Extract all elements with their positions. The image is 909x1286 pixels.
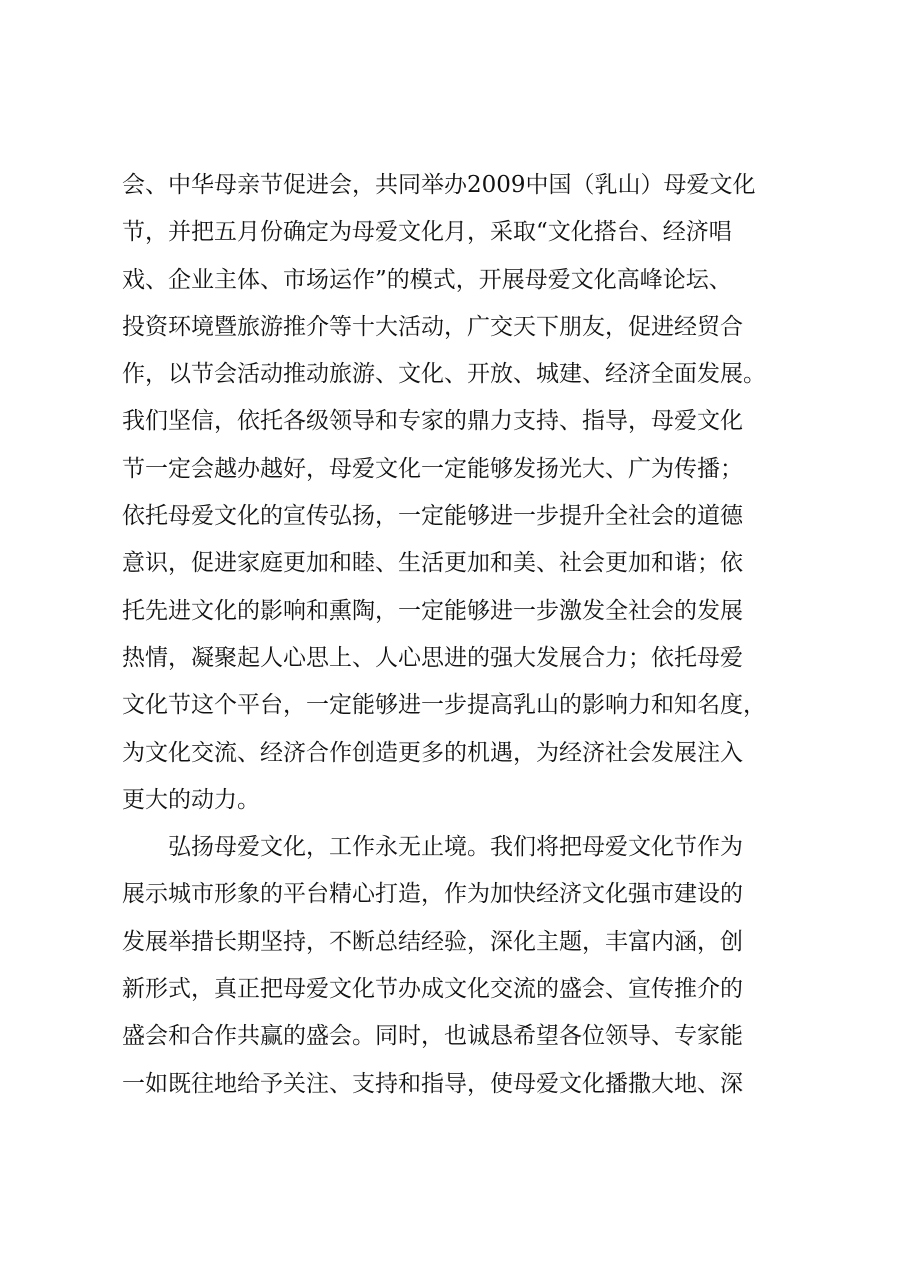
- text-line: 为文化交流、经济合作创造更多的机遇，为经济社会发展注入: [122, 739, 743, 766]
- text-line: 作，以节会活动推动旅游、文化、开放、城建、经济全面发展。: [122, 361, 766, 388]
- text-line: 会、中华母亲节促进会，共同举办2009中国（乳山）母爱文化: [122, 172, 756, 198]
- text-line: 我们坚信，依托各级领导和专家的鼎力支持、指导，母爱文化: [122, 408, 743, 435]
- text-line: 一如既往地给予关注、支持和指导，使母爱文化播撒大地、深: [122, 1070, 743, 1097]
- text-line: 弘扬母爱文化，工作永无止境。我们将把母爱文化节作为: [168, 834, 743, 861]
- text-line: 更大的动力。: [122, 786, 260, 813]
- text-line: 托先进文化的影响和熏陶，一定能够进一步激发全社会的发展: [122, 597, 743, 624]
- text-line: 展示城市形象的平台精心打造，作为加快经济文化强市建设的: [122, 881, 743, 908]
- text-line: 戏、企业主体、市场运作”的模式，开展母爱文化高峰论坛、: [122, 266, 732, 293]
- text-line: 盛会和合作共赢的盛会。同时，也诚恳希望各位领导、专家能: [122, 1023, 743, 1050]
- text-line: 新形式，真正把母爱文化节办成文化交流的盛会、宣传推介的: [122, 976, 743, 1003]
- body-text: [122, 162, 802, 1108]
- text-line: 依托母爱文化的宣传弘扬，一定能够进一步提升全社会的道德: [122, 503, 743, 530]
- text-line: 投资环境暨旅游推介等十大活动，广交天下朋友，促进经贸合: [122, 313, 743, 340]
- text-line: 意识，促进家庭更加和睦、生活更加和美、社会更加和谐；依: [122, 550, 743, 577]
- paragraph-1: [122, 162, 802, 824]
- text-line: 节，并把五月份确定为母爱文化月，采取“文化搭台、经济唱: [122, 219, 732, 246]
- text-line: 热情，凝聚起人心思上、人心思进的强大发展合力；依托母爱: [122, 644, 743, 671]
- text-line: 节一定会越办越好，母爱文化一定能够发扬光大、广为传播；: [122, 455, 743, 482]
- text-line: 文化节这个平台，一定能够进一步提高乳山的影响力和知名度，: [122, 692, 766, 719]
- text-line: 发展举措长期坚持，不断总结经验，深化主题，丰富内涵，创: [122, 928, 743, 955]
- paragraph-2: [122, 824, 802, 1108]
